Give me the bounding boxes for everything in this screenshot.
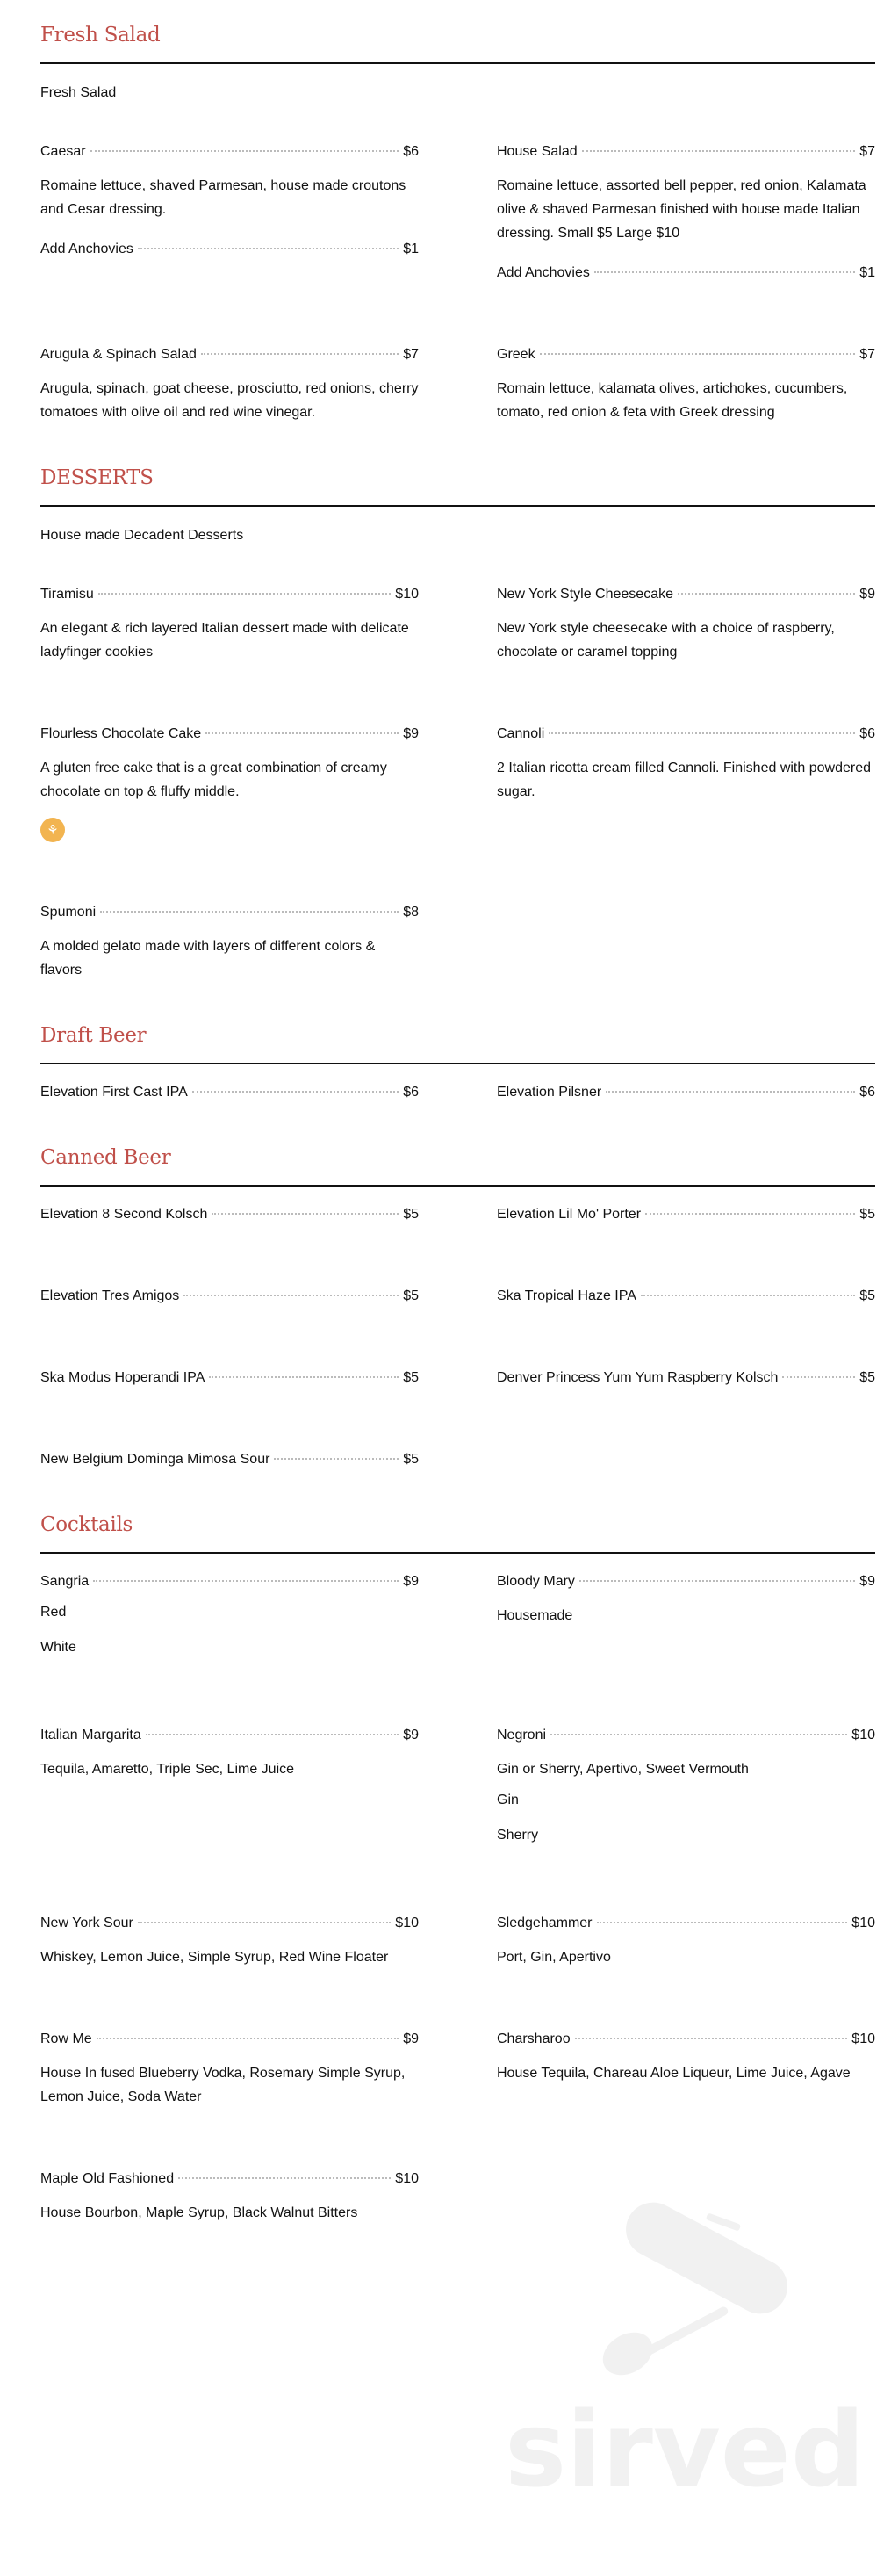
menu-items <box>40 582 875 982</box>
item-name: Bloody Mary <box>497 1574 575 1589</box>
item-addon <box>497 261 875 285</box>
item-title-line <box>497 1569 875 1593</box>
dotted-leader <box>597 1922 848 1923</box>
item-price: $5 <box>859 1370 875 1385</box>
item-title-line <box>497 1080 875 1104</box>
item-title-line <box>497 1202 875 1226</box>
dotted-leader <box>540 353 856 355</box>
item-price: $8 <box>403 905 419 920</box>
item-title-line <box>497 2027 875 2051</box>
item-description: 2 Italian ricotta cream filled Cannoli. Finished with powdered sugar. <box>497 761 871 799</box>
item-name: New York Style Cheesecake <box>497 587 673 602</box>
menu-item <box>40 1723 419 1853</box>
item-name: Negroni <box>497 1728 547 1743</box>
item-description: House Bourbon, Maple Syrup, Black Walnut Bitters <box>40 2205 358 2220</box>
item-price: $10 <box>851 2031 875 2046</box>
item-name: Spumoni <box>40 905 97 920</box>
item-name: Ska Modus Hoperandi IPA <box>40 1370 205 1385</box>
item-price: $10 <box>395 587 419 602</box>
item-title-line <box>497 722 875 746</box>
item-price: $6 <box>403 1085 419 1100</box>
section-title: Fresh Salad <box>40 24 161 47</box>
item-description: Arugula, spinach, goat cheese, prosciutto, red onions, cherry tomatoes with olive oil and red wine vinegar. <box>40 381 419 420</box>
dotted-leader <box>606 1091 855 1093</box>
item-name: Arugula & Spinach Salad <box>40 347 197 362</box>
item-title-line <box>40 582 419 606</box>
sirved-watermark-logo <box>496 2196 865 2512</box>
item-name: Elevation 8 Second Kolsch <box>40 1207 208 1222</box>
item-option: White <box>40 1640 76 1655</box>
item-description: Romaine lettuce, assorted bell pepper, red onion, Kalamata olive & shaved Parmesan finished with house made Italian dressing. Small $5 Large $10 <box>497 178 866 241</box>
item-description: A gluten free cake that is a great combination of creamy chocolate on top & fluffy middle. <box>40 761 387 799</box>
item-price: $1 <box>859 265 875 280</box>
dotted-leader <box>209 1376 399 1378</box>
item-price: $9 <box>403 1574 419 1589</box>
item-title-line <box>40 1202 419 1226</box>
section-draft-beer <box>40 1022 875 1104</box>
item-price: $5 <box>859 1207 875 1222</box>
item-title-line <box>497 1366 875 1389</box>
menu-item <box>497 1723 875 1853</box>
menu-item <box>497 1569 875 1665</box>
item-name: New York Sour <box>40 1916 133 1930</box>
menu-item <box>497 343 875 424</box>
item-name: Ska Tropical Haze IPA <box>497 1288 636 1303</box>
item-name: Italian Margarita <box>40 1728 141 1743</box>
section-description: Fresh Salad <box>40 85 117 100</box>
item-price: $9 <box>403 1728 419 1743</box>
section-divider <box>40 62 875 64</box>
menu-items <box>40 140 875 424</box>
dotted-leader <box>575 2038 848 2039</box>
dotted-leader <box>192 1091 399 1093</box>
item-addon <box>40 237 419 261</box>
item-title-line <box>40 1284 419 1308</box>
dotted-leader <box>98 593 392 595</box>
item-price: $5 <box>403 1452 419 1467</box>
menu-item <box>40 2167 419 2225</box>
menu-item <box>497 1366 875 1389</box>
item-name: Elevation Lil Mo' Porter <box>497 1207 642 1222</box>
menu-item <box>40 1202 419 1226</box>
item-price: $7 <box>403 347 419 362</box>
item-options <box>40 1595 419 1665</box>
item-price: $5 <box>403 1288 419 1303</box>
section-description: House made Decadent Desserts <box>40 528 244 543</box>
dotted-leader <box>641 1295 855 1296</box>
menu-item <box>497 2027 875 2109</box>
item-description: House In fused Blueberry Vodka, Rosemary Simple Syrup, Lemon Juice, Soda Water <box>40 2066 406 2104</box>
dotted-leader <box>782 1376 855 1378</box>
menu-items <box>40 1202 875 1471</box>
item-name: Maple Old Fashioned <box>40 2171 175 2186</box>
dotted-leader <box>594 271 855 273</box>
item-name: Greek <box>497 347 535 362</box>
item-description: An elegant & rich layered Italian dessert made with delicate ladyfinger cookies <box>40 621 409 660</box>
section-canned-beer <box>40 1144 875 1471</box>
item-price: $7 <box>859 347 875 362</box>
item-name: Sledgehammer <box>497 1916 593 1930</box>
menu-item <box>497 1202 875 1226</box>
item-description: A molded gelato made with layers of different colors & flavors <box>40 939 376 978</box>
dotted-leader <box>582 150 856 152</box>
item-description: Tequila, Amaretto, Triple Sec, Lime Juice <box>40 1762 295 1777</box>
item-title-line <box>40 2167 419 2190</box>
item-name: Charsharoo <box>497 2031 571 2046</box>
item-name: Sangria <box>40 1574 90 1589</box>
dotted-leader <box>678 593 855 595</box>
menu-items <box>40 1569 875 2225</box>
dotted-leader <box>138 1922 391 1923</box>
item-description: Gin or Sherry, Apertivo, Sweet Vermouth <box>497 1762 749 1777</box>
menu-item <box>40 1080 419 1104</box>
item-price: $10 <box>851 1728 875 1743</box>
item-price: $6 <box>403 144 419 159</box>
dotted-leader <box>205 732 399 734</box>
menu-item <box>497 140 875 285</box>
dotted-leader <box>212 1213 399 1215</box>
item-title-line <box>40 1080 419 1104</box>
item-name: Elevation First Cast IPA <box>40 1085 188 1100</box>
item-title-line <box>497 1723 875 1747</box>
dotted-leader <box>97 2038 399 2039</box>
item-name: New Belgium Dominga Mimosa Sour <box>40 1452 270 1467</box>
menu-item <box>40 2027 419 2109</box>
item-option: Gin <box>497 1793 519 1808</box>
item-option: Red <box>40 1605 67 1620</box>
item-title-line <box>497 1284 875 1308</box>
dotted-leader <box>138 248 399 249</box>
item-name: Elevation Pilsner <box>497 1085 602 1100</box>
item-price: $5 <box>403 1370 419 1385</box>
section-divider <box>40 1063 875 1064</box>
item-price: $9 <box>859 587 875 602</box>
item-title-line <box>40 1447 419 1471</box>
item-title-line <box>497 343 875 366</box>
menu-item <box>40 140 419 285</box>
item-price: $1 <box>403 242 419 256</box>
item-description: Romaine lettuce, shaved Parmesan, house made croutons and Cesar dressing. <box>40 178 406 217</box>
section-title: DESSERTS <box>40 466 154 489</box>
item-name: Elevation Tres Amigos <box>40 1288 180 1303</box>
menu-item <box>497 1284 875 1308</box>
menu-item <box>40 1569 419 1665</box>
item-price: $7 <box>859 144 875 159</box>
menu-item <box>497 582 875 664</box>
item-title-line <box>40 1911 419 1935</box>
item-name: House Salad <box>497 144 578 159</box>
dotted-leader <box>178 2177 391 2179</box>
item-price: $9 <box>859 1574 875 1589</box>
item-title-line <box>40 900 419 924</box>
menu-item <box>40 1366 419 1389</box>
dotted-leader <box>100 911 399 913</box>
menu-item <box>497 1080 875 1104</box>
item-description: New York style cheesecake with a choice of raspberry, chocolate or caramel topping <box>497 621 835 660</box>
section-desserts <box>40 465 875 982</box>
item-name: Denver Princess Yum Yum Raspberry Kolsch <box>497 1370 779 1385</box>
section-title: Draft Beer <box>40 1024 147 1047</box>
item-title-line <box>497 582 875 606</box>
item-options <box>497 1783 875 1853</box>
section-title: Cocktails <box>40 1513 133 1536</box>
menu-item <box>497 722 875 842</box>
item-description: Romain lettuce, kalamata olives, artichokes, cucumbers, tomato, red onion & feta with Greek dressing <box>497 381 848 420</box>
dotted-leader <box>579 1580 855 1582</box>
dotted-leader <box>93 1580 399 1582</box>
item-title-line <box>40 1366 419 1389</box>
item-name: Tiramisu <box>40 587 94 602</box>
item-name: Flourless Chocolate Cake <box>40 726 202 741</box>
dotted-leader <box>274 1458 399 1460</box>
watermark-text: sirved <box>505 2389 865 2510</box>
item-name: Row Me <box>40 2031 92 2046</box>
dotted-leader <box>146 1734 399 1735</box>
section-cocktails <box>40 1512 875 2225</box>
menu-item <box>40 582 419 664</box>
section-title: Canned Beer <box>40 1146 171 1169</box>
menu-item <box>40 1447 419 1471</box>
item-price: $10 <box>851 1916 875 1930</box>
dotted-leader <box>550 1734 847 1735</box>
item-title-line <box>40 343 419 366</box>
menu-item <box>497 1911 875 1969</box>
item-price: $9 <box>403 2031 419 2046</box>
menu-item <box>40 900 419 982</box>
menu-item <box>40 1911 419 1969</box>
section-divider <box>40 505 875 507</box>
menu-item <box>40 1284 419 1308</box>
dotted-leader <box>183 1295 399 1296</box>
gluten-free-icon: ⚘ <box>40 818 65 842</box>
item-price: $10 <box>395 2171 419 2186</box>
dotted-leader <box>645 1213 855 1215</box>
section-fresh-salad <box>40 22 875 424</box>
dotted-leader <box>201 353 399 355</box>
item-title-line <box>40 1723 419 1747</box>
item-description: Port, Gin, Apertivo <box>497 1950 611 1965</box>
dotted-leader <box>90 150 399 152</box>
item-title-line <box>40 722 419 746</box>
item-price: $9 <box>403 726 419 741</box>
item-price: $5 <box>859 1288 875 1303</box>
item-price: $5 <box>403 1207 419 1222</box>
item-name: Add Anchovies <box>40 242 133 256</box>
item-price: $6 <box>859 1085 875 1100</box>
menu-item <box>40 343 419 424</box>
dotted-leader <box>549 732 855 734</box>
item-name: Add Anchovies <box>497 265 590 280</box>
item-description: House Tequila, Chareau Aloe Liqueur, Lime Juice, Agave <box>497 2066 851 2081</box>
item-name: Caesar <box>40 144 86 159</box>
item-name: Cannoli <box>497 726 545 741</box>
menu-items <box>40 1080 875 1104</box>
item-price: $10 <box>395 1916 419 1930</box>
item-price: $6 <box>859 726 875 741</box>
item-title-line <box>40 2027 419 2051</box>
item-description: Housemade <box>497 1608 573 1623</box>
item-description: Whiskey, Lemon Juice, Simple Syrup, Red Wine Floater <box>40 1950 389 1965</box>
item-option: Sherry <box>497 1828 539 1843</box>
item-title-line <box>497 140 875 163</box>
item-title-line <box>40 140 419 163</box>
item-title-line <box>40 1569 419 1593</box>
section-divider <box>40 1185 875 1187</box>
menu-item <box>40 722 419 842</box>
item-title-line <box>497 1911 875 1935</box>
section-divider <box>40 1552 875 1554</box>
